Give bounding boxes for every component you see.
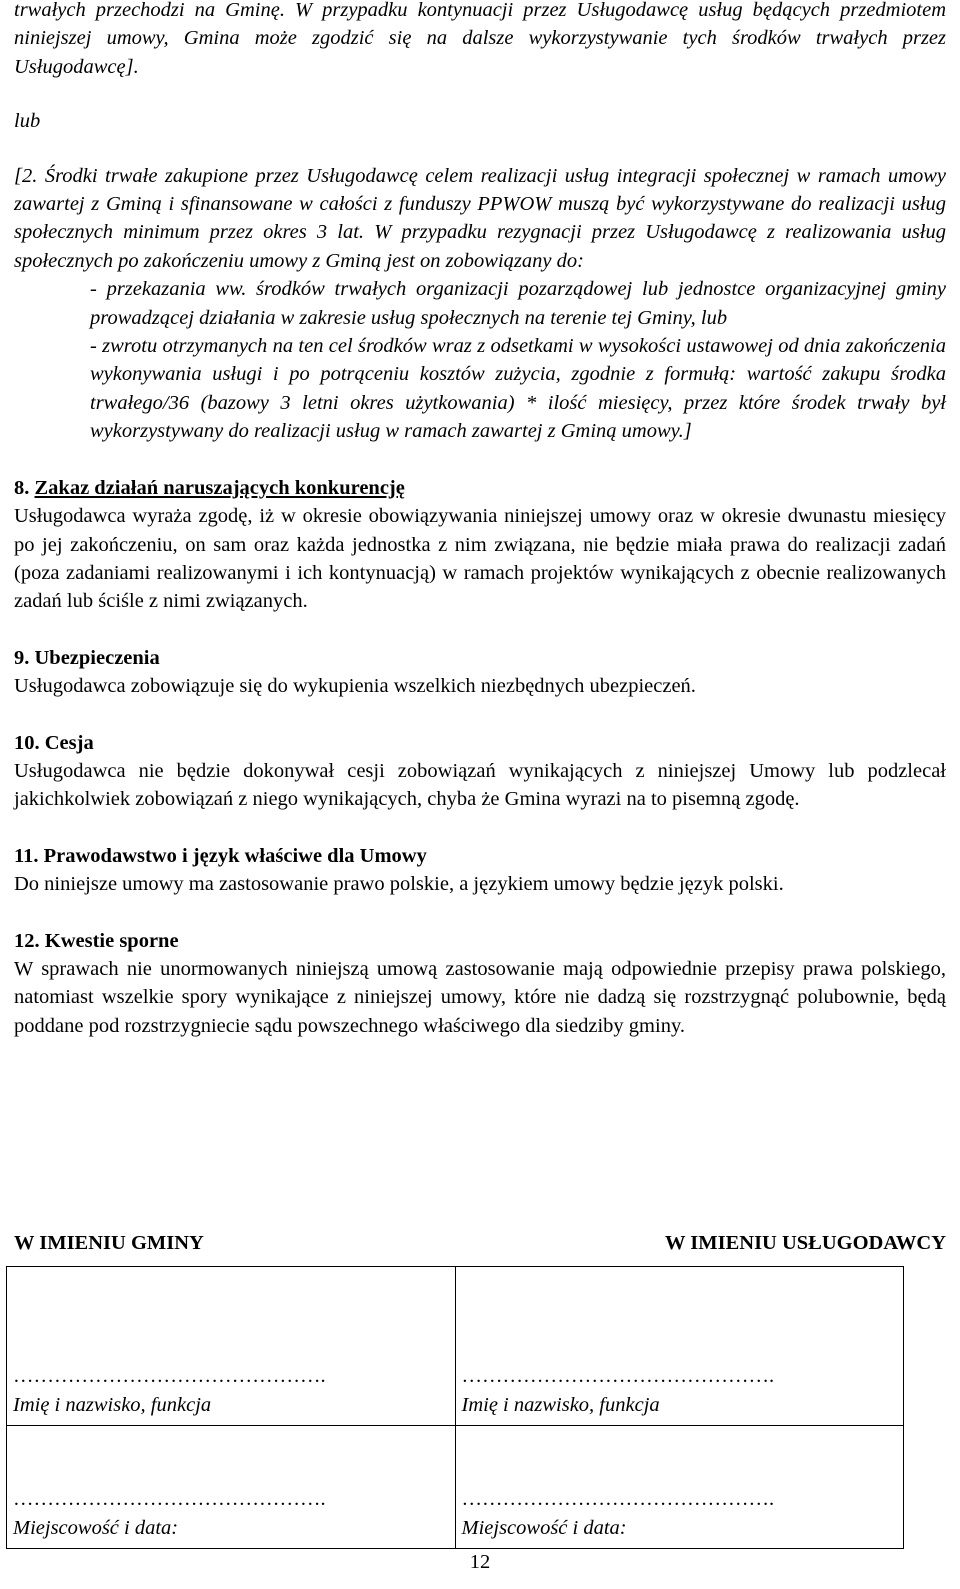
section-11-heading: 11. Prawodawstwo i język właściwe dla Umowy xyxy=(14,844,427,867)
signature-cell-gmina-name xyxy=(7,1267,456,1426)
option2-item-2: - zwrotu otrzymanych na ten cel środków wraz z odsetkami w wysokości ustawowej od dnia zakończenia wykonywania usługi i po potrąceniu kosztów zużycia, zgodnie z formułą: wartość zakupu środka trwałego/36 (bazowy 3 letni okres użytkowania) * ilość miesięcy, przez które środek trwały był wykorzystywany do realizacji usług w ramach zawartej z Gminą umowy.] xyxy=(90,335,946,443)
signature-head-gmina: W IMIENIU GMINY xyxy=(14,1232,204,1254)
section-12-body: W sprawach nie unormowanych niniejszą umową zastosowanie mają odpowiednie przepisy prawa polskiego, natomiast wszelkie spory wynikające z niniejszej umowy, które nie dadzą się rozstrzygnąć polubownie, będą poddane pod rozstrzygniecie sądu powszechnego właściwego dla siedziby gminy. xyxy=(14,957,946,1037)
signature-name-label: Imię i nazwisko, funkcja xyxy=(13,1393,212,1416)
section-11-title: Prawodawstwo i język właściwe dla Umowy xyxy=(43,844,427,867)
section-10-heading: 10. Cesja xyxy=(14,731,94,754)
signature-name-label: Imię i nazwisko, funkcja xyxy=(461,1393,660,1416)
signature-table xyxy=(6,1266,904,1549)
signature-cell-uslugodawca-name xyxy=(455,1267,904,1426)
signature-cell-gmina-place xyxy=(7,1426,456,1549)
signature-dots: ………………………………………. xyxy=(13,1365,326,1388)
section-10-title: Cesja xyxy=(44,731,94,754)
section-11-body: Do niniejsze umowy ma zastosowanie prawo polskie, a językiem umowy będzie język polski. xyxy=(14,873,784,896)
signature-place-label: Miejscowość i data: xyxy=(461,1516,627,1539)
signature-dots: ………………………………………. xyxy=(461,1488,775,1511)
signature-place-label: Miejscowość i data: xyxy=(13,1516,179,1539)
page-number: 12 xyxy=(469,1551,491,1573)
section-9-title: Ubezpieczenia xyxy=(34,646,160,669)
continuation-paragraph: trwałych przechodzi na Gminę. W przypadku kontynuacji przez Usługodawcę usług będących przedmiotem niniejszej umowy, Gmina może zgodzić się na dalsze wykorzystywanie tych środków trwałych przez Usługodawcę]. xyxy=(14,0,946,78)
signature-head-uslugodawcy: W IMIENIU USŁUGODAWCY xyxy=(665,1232,946,1254)
section-12-heading: 12. Kwestie sporne xyxy=(14,929,179,952)
signature-headings xyxy=(14,1229,946,1259)
signature-cell-uslugodawca-place xyxy=(455,1426,904,1549)
section-12-title: Kwestie sporne xyxy=(44,929,179,952)
lub-label: lub xyxy=(14,110,41,133)
signature-dots: ………………………………………. xyxy=(13,1488,326,1511)
section-8-heading: 8. Zakaz działań naruszających konkurencję xyxy=(14,476,405,499)
section-10-body: Usługodawca nie będzie dokonywał cesji zobowiązań wynikających z niniejszej Umowy lub podzlecał jakichkolwiek zobowiązań z niego wynikających, chyba że Gmina wyrazi na to pisemną zgodę. xyxy=(14,759,946,811)
section-9-heading: 9. Ubezpieczenia xyxy=(14,646,160,669)
document-page xyxy=(14,0,946,1040)
option2-paragraph: [2. Środki trwałe zakupione przez Usługodawcę celem realizacji usług integracji społecznej w ramach umowy zawartej z Gminą i sfinansowane w całości z funduszy PPWOW muszą być wykorzystywane do realizacji usług społecznych minimum przez okres 3 lat. W przypadku rezygnacji przez Usługodawcę z realizowania usług społecznych po zakończeniu umowy z Gminą jest on zobowiązany do: xyxy=(14,164,946,272)
option2-item-1: - przekazania ww. środków trwałych organizacji pozarządowej lub jednostce organizacyjnej gminy prowadzącej działania w zakresie usług społecznych na terenie tej Gminy, lub xyxy=(90,278,946,329)
section-8-title: Zakaz działań naruszających konkurencję xyxy=(34,476,405,499)
signature-dots: ………………………………………. xyxy=(461,1365,775,1388)
section-8-body: Usługodawca wyraża zgodę, iż w okresie obowiązywania niniejszej umowy oraz w okresie dwunastu miesięcy po jej zakończeniu, on sam oraz każda jednostka z nim związana, nie będzie miała prawa do realizacji zadań (poza zadaniami realizowanymi i ich kontynuacją) w ramach projektów wynikających z obecnie realizowanych zadań lub ściśle z nimi związanych. xyxy=(14,505,946,613)
section-9-body: Usługodawca zobowiązuje się do wykupienia wszelkich niezbędnych ubezpieczeń. xyxy=(14,675,696,698)
